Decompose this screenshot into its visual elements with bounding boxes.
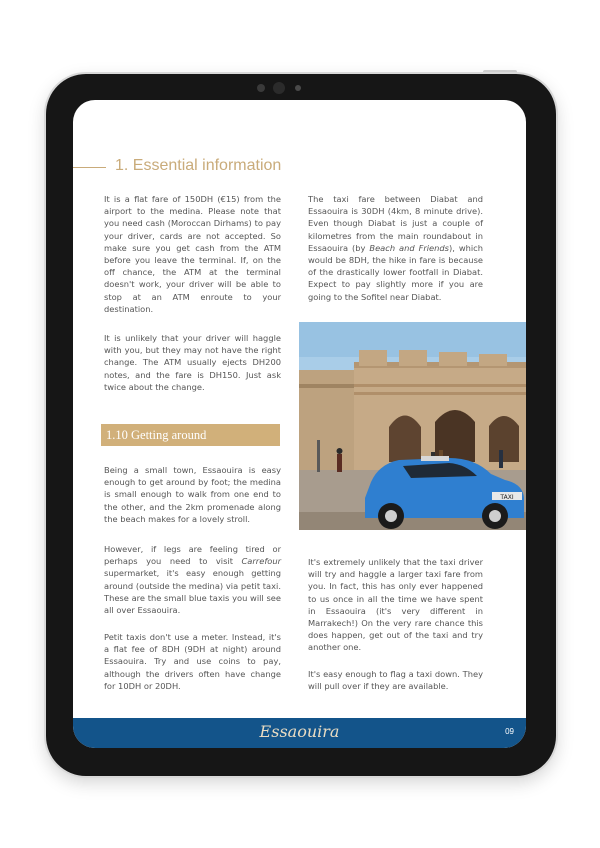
change-paragraph: It is unlikely that your driver will haggle with you, but they may not have the right change. The ATM usually ejects DH200 notes, and the fare is DH150. Just ask twice about the change. [104, 333, 281, 392]
essaouira-logo: Essaouira [259, 722, 340, 741]
sensor-icon [295, 85, 301, 91]
taxi-plate-text: TAXI [500, 494, 514, 501]
haggle-paragraph: It's extremely unlikely that the taxi driver will try and haggle a larger taxi fare from you. In fact, this has only ever happened to us once in all the time we have spent in Essaouira (it's very different in Marrakech!) On the very rare chance this does happen, get out of the taxi and try another one. [308, 557, 483, 653]
section-heading: 1. Essential information [115, 157, 282, 174]
taxi-photo [299, 322, 526, 530]
page-number: 09 [505, 727, 514, 736]
heading-rule [73, 167, 106, 168]
walking-paragraph: Being a small town, Essaouira is easy enough to get around by foot; the medina is small enough to walk from one end to the other, and the 2km promenade along the beach makes for a lovely stroll. [104, 465, 281, 524]
document-page [73, 100, 526, 748]
airport-fare-paragraph: It is a flat fare of 150DH (€15) from the airport to the medina. Please note that you need cash (Moroccan Dirhams) to pay your driver, cards are not accepted. So make sure you get cash from the ATM before you leave the terminal. If, on the off chance, the ATM at the terminal doesn't work, your driver will be able to stop at an ATM enroute to your destination. [104, 194, 281, 314]
subsection-heading: 1.10 Getting around [106, 428, 207, 442]
petit-taxi-paragraph: However, if legs are feeling tired or perhaps you need to visit Carrefour supermarket, it's easy enough getting around (outside the medina) via petit taxi. These are the small blue taxis you will see all over Essaouira. [104, 544, 281, 616]
taxi-fee-paragraph: Petit taxis don't use a meter. Instead, it's a flat fee of 8DH (9DH at night) around Essaouira. Try and use coins to pay, although the drivers often have change for 10DH or 20DH. [104, 632, 281, 691]
camera-lens-icon [273, 82, 285, 94]
flag-taxi-paragraph: It's easy enough to flag a taxi down. They will pull over if they are available. [308, 669, 483, 692]
page-footer [73, 718, 526, 748]
diabat-fare-paragraph: The taxi fare between Diabat and Essaouira is 30DH (4km, 8 minute drive). Even though Diabat is just a couple of kilometres from the main roundabout in Essaouira (by Beach and Friends), which would be 8DH, the hike in fare is because of the drastically lower footfall in Diabat. Expect to pay slightly more if you are going to the Sofitel near Diabat. [308, 194, 483, 302]
camera-dot-icon [257, 84, 265, 92]
